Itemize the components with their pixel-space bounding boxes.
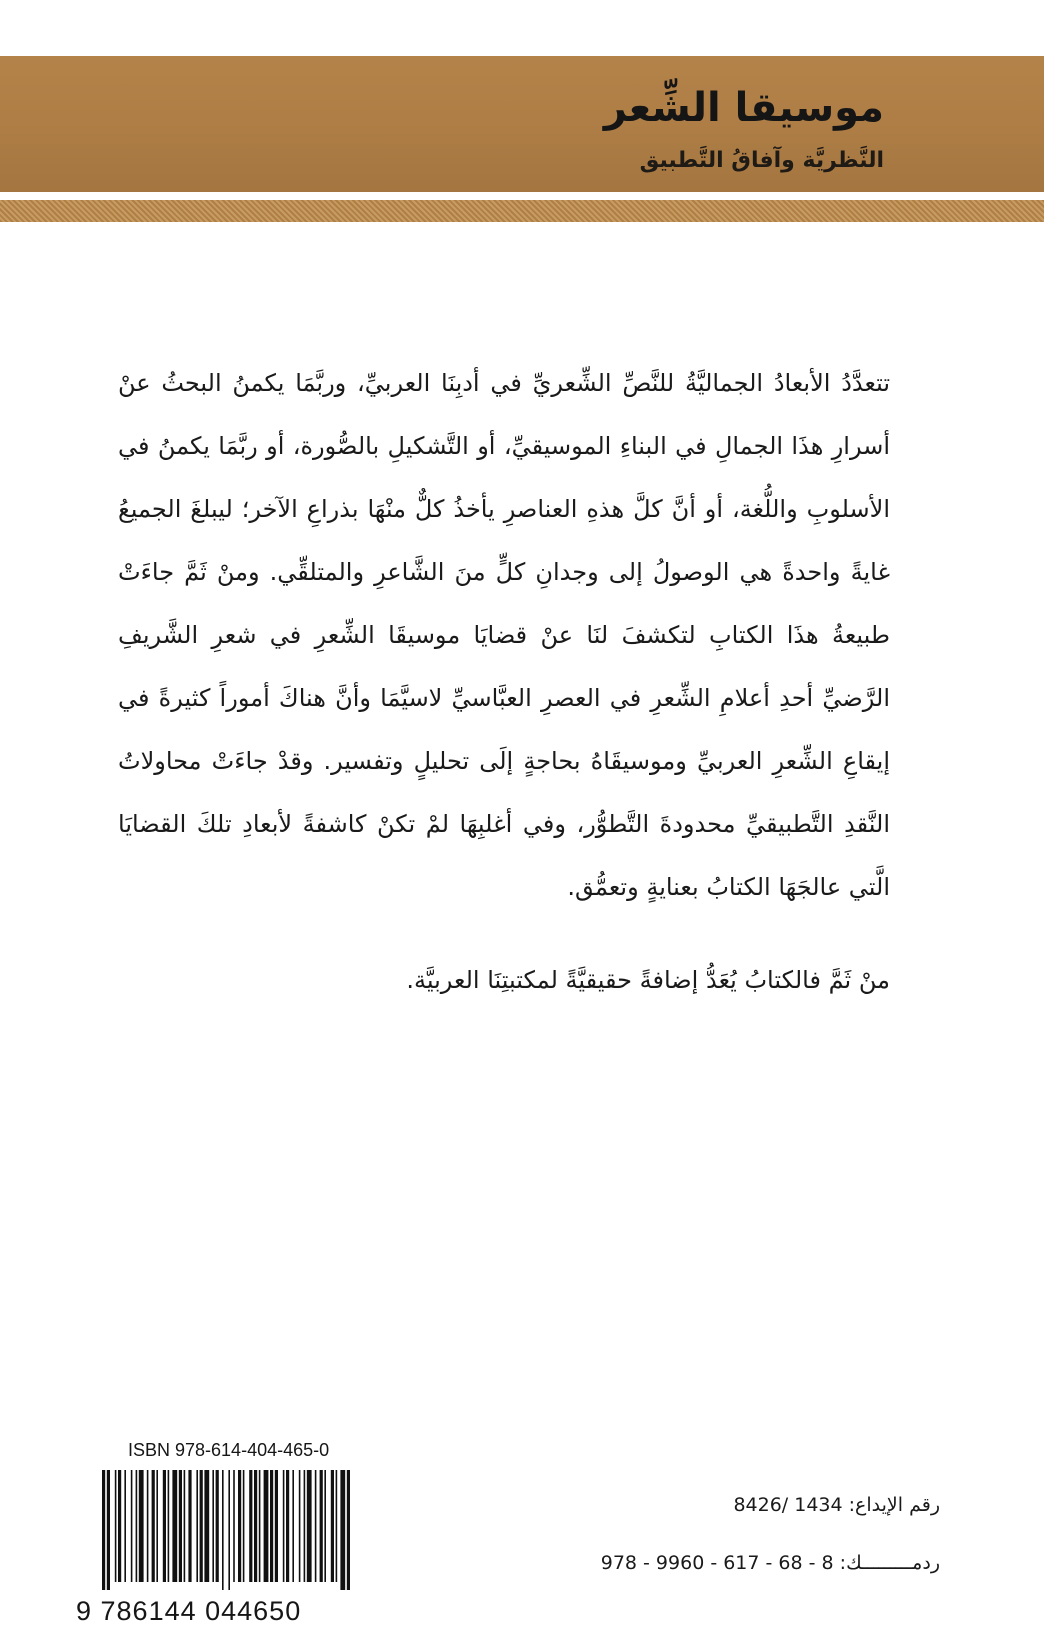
barcode-bar [115, 1470, 117, 1582]
barcode-bar [152, 1470, 155, 1582]
barcode [100, 1470, 352, 1590]
barcode-bar [249, 1470, 252, 1582]
barcode-bar [196, 1470, 198, 1582]
barcode-bar [307, 1470, 312, 1582]
decorative-stripe [0, 200, 1044, 222]
barcode-bar [233, 1470, 235, 1582]
barcode-bar [315, 1470, 317, 1582]
barcode-bar [304, 1470, 306, 1582]
barcode-bars [100, 1470, 352, 1590]
barcode-bar [320, 1470, 323, 1582]
barcode-bar [188, 1470, 191, 1582]
barcode-bar [200, 1470, 203, 1582]
barcode-bar [107, 1470, 110, 1590]
barcode-bar [163, 1470, 166, 1582]
barcode-bar [168, 1470, 170, 1582]
barcode-bar [147, 1470, 149, 1582]
barcode-bar [275, 1470, 278, 1582]
redmak-number: 978 - 9960 - 617 - 68 - 8 [600, 1552, 834, 1574]
book-title: موسيقا الشِّعر [603, 85, 884, 131]
barcode-bar [324, 1470, 326, 1582]
barcode-bar [131, 1470, 133, 1582]
barcode-bar [118, 1470, 121, 1582]
barcode-bar [179, 1470, 182, 1582]
header-band [0, 56, 1044, 192]
barcode-bar [102, 1470, 105, 1590]
isbn-label: ISBN 978-614-404-465-0 [128, 1440, 330, 1460]
barcode-bar [243, 1470, 245, 1582]
redmak-line [601, 1552, 940, 1574]
barcode-bar [254, 1470, 257, 1582]
barcode-digits: 9 786144 044650 [76, 1596, 302, 1626]
barcode-bar [283, 1470, 285, 1582]
barcode-bar [204, 1470, 209, 1582]
barcode-bar [331, 1470, 334, 1582]
book-subtitle: النَّظريَّة وآفاقُ التَّطبيق [639, 148, 884, 173]
barcode-bar [347, 1470, 350, 1590]
barcode-bar [222, 1470, 224, 1590]
barcode-bar [270, 1470, 273, 1582]
barcode-bar [228, 1470, 230, 1590]
barcode-bar [136, 1470, 138, 1582]
barcode-bar [172, 1470, 177, 1582]
barcode-bar [286, 1470, 289, 1582]
barcode-bar [264, 1470, 269, 1582]
barcode-bar [336, 1470, 338, 1582]
barcode-bar [139, 1470, 144, 1582]
barcode-bar [340, 1470, 345, 1590]
barcode-bar [212, 1470, 214, 1582]
blurb-paragraph: تتعدَّدُ الأبعادُ الجماليَّةُ للنَّصِّ الشِّعريِّ في أدبِنَا العربيِّ، وربَّمَا يكمنُ البحثُ عنْ أسرارِ هذَا الجمالِ في البناءِ الموسيقيِّ، أو التَّشكيلِ بالصُّورة، أو ربَّمَا يكمنُ في الأسلوبِ واللُّغة، أو أنَّ كلَّ هذهِ العناصرِ يأخذُ كلٌّ منْهَا بذراعِ الآخر؛ ليبلغَ الجميعُ غايةً واحدةً هي الوصولُ إلى وجدانِ كلٍّ منَ الشَّاعرِ والمتلقِّي. ومنْ ثَمَّ جاءَتْ طبيعةُ هذَا الكتابِ لتكشفَ لنَا عنْ قضايَا موسيقَا الشِّعرِ في شعرِ الشَّريفِ الرَّضيِّ أحدِ أعلامِ الشِّعرِ في العصرِ العبَّاسيِّ لاسيَّمَا وأنَّ هناكَ أموراً كثيرةً في إيقاعِ الشِّعرِ العربيِّ وموسيقَاهُ بحاجةٍ إلَى تحليلٍ وتفسير. وقدْ جاءَتْ محاولاتُ النَّقدِ التَّطبيقيِّ محدودةَ التَّطوُّر، وفي أغلبِهَا لمْ تكنْ كاشفةً لأبعادِ تلكَ القضايَا الَّتي عالجَهَا الكتابُ بعنايةٍ وتعمُّق. [118, 369, 890, 901]
barcode-bar [124, 1470, 126, 1582]
barcode-bar [184, 1470, 186, 1582]
header-gap [0, 192, 1044, 200]
deposit-number: 8426/ 1434 [733, 1494, 843, 1516]
redmak-label: ردمـــــــــك: [839, 1552, 940, 1574]
barcode-bar [259, 1470, 261, 1582]
blurb-closing: منْ ثَمَّ فالكتابُ يُعَدُّ إضافةً حقيقيَّةً لمكتبتِنَا العربيَّة. [406, 966, 890, 994]
barcode-bar [299, 1470, 301, 1582]
barcode-bar [238, 1470, 241, 1582]
barcode-bar [292, 1470, 294, 1582]
deposit-label: رقم الإيداع: [848, 1494, 940, 1516]
legal-deposit [733, 1494, 940, 1516]
barcode-bar [216, 1470, 219, 1582]
barcode-bar [156, 1470, 158, 1582]
